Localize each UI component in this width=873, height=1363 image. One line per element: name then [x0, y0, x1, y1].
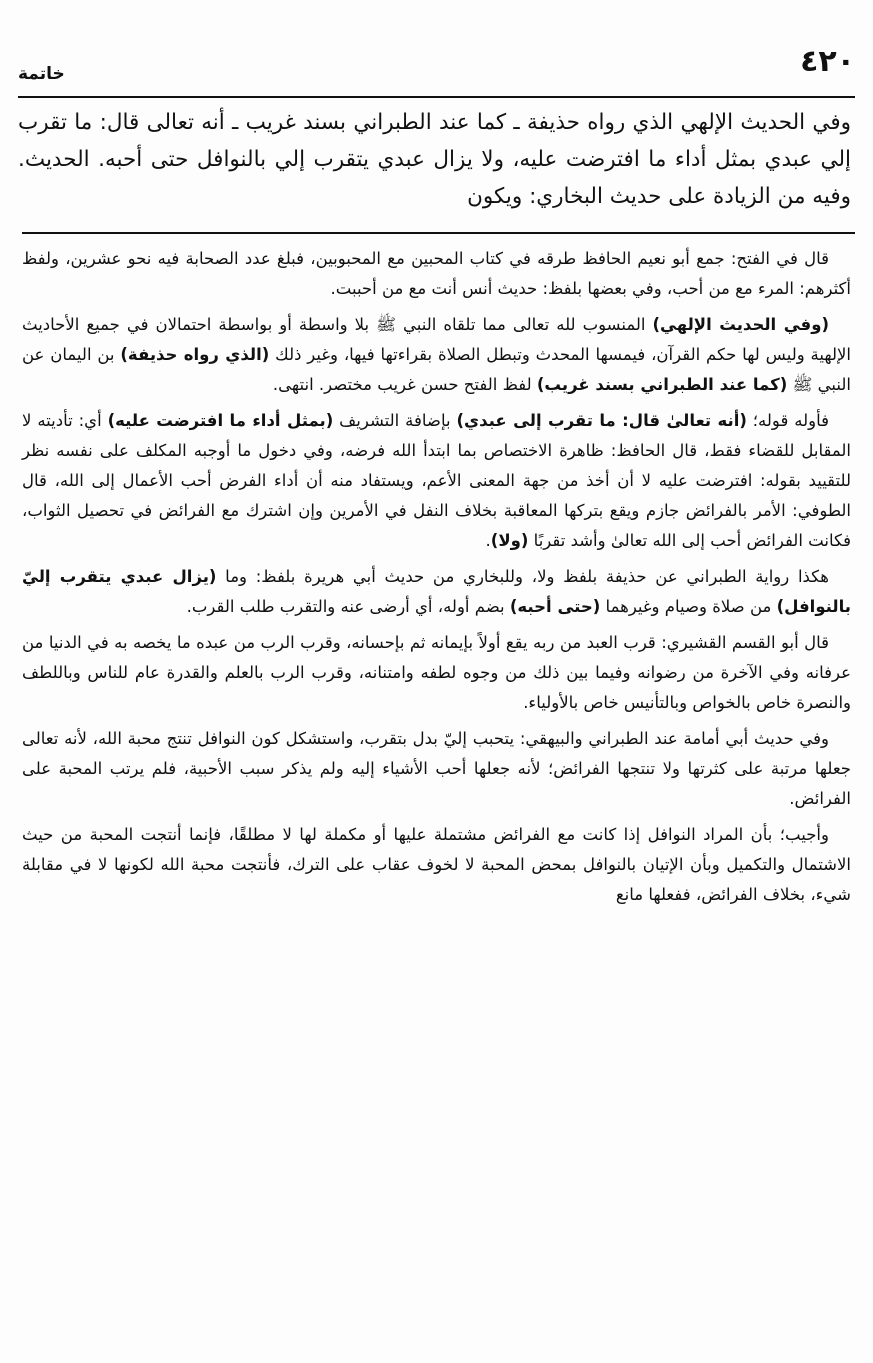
commentary-text: أي: تأديته لا المقابل للقضاء فقط، قال الحافظ: ظاهرة الاختصاص بما ابتدأ الله فرضه، وفي دخول ما أوجبه المكلف على نفسه نظر للتقييد بقوله: افترضت عليه لا أن أخذ من جهة المعنى الأعم، ويستفاد منه أن أداء الفرض أحب الأعمال إلى الله، قال الطوفي: الأمر بالفرائض جازم ويقع بتركها المعاقبة بخلاف النفل في الأمرين وإن اشترك مع الفرائض في تحصيل الثواب، فكانت الفرائض أحب إلى الله تعالىٰ وأشد تقربًا: [22, 411, 851, 550]
commentary-text: من صلاة وصيام وغيرهما: [600, 597, 777, 616]
commentary-paragraph-5: قال أبو القسم القشيري: قرب العبد من ربه يقع أولاً بإيمانه ثم بإحسانه، وقرب الرب من عبده ما يخصه به في الدنيا من عرفانه وفي الآخرة من رضوانه وفيما بين ذلك من وجوه لطفه وامتنانه، وقرب الرب بالعلم والقدرة عام للناس وباللطف والنصرة خاص بالخواص وبالتأنيس خاص بالأولياء.: [22, 633, 851, 712]
commentary-text: .: [485, 531, 491, 550]
commentary-text: بإضافة التشريف: [333, 411, 457, 430]
quoted-phrase: (يزال عبدي يتقرب إليّ بالنوافل): [22, 567, 851, 616]
running-title: خاتمة: [18, 64, 65, 84]
main-text-rule: [22, 232, 855, 234]
commentary-paragraph-2: [22, 310, 851, 400]
quoted-phrase: (حتى أحبه): [509, 597, 601, 616]
commentary-text: بن اليمان عن النبي ﷺ: [22, 345, 851, 394]
commentary-paragraph-1: قال في الفتح: جمع أبو نعيم الحافظ طرقه في كتاب المحبين مع المحبوبين، فبلغ عدد الصحابة فيه نحو عشرين، ولفظ أكثرهم: المرء مع من أحب، وفي بعضها بلفظ: حديث أنس أنت مع من أحببت.: [22, 249, 851, 298]
commentary-text: فأوله قوله؛: [746, 411, 829, 430]
quoted-phrase: (الذي رواه حذيفة): [120, 345, 270, 364]
commentary: [22, 244, 851, 916]
quoted-phrase: (ولا): [490, 531, 529, 550]
page-number: ٤٢٠: [800, 44, 855, 79]
commentary-paragraph-6: وفي حديث أبي أمامة عند الطبراني والبيهقي: يتحبب إليّ بدل بتقرب، واستشكل كون النوافل تنتج محبة الله، لأنه تعالى جعلها مرتبة على كثرتها ولا تنتجها الفرائض؛ لأنه جعلها أحب الأشياء إليه ولم يذكر سبب الأحبية، فلم يرتب المحبة على الفرائض.: [22, 729, 851, 808]
commentary-text: بضم أوله، أي أرضى عنه والتقرب طلب القرب.: [186, 597, 510, 616]
quoted-phrase: (وفي الحديث الإلهي): [652, 315, 829, 334]
header-rule: [18, 96, 855, 98]
quoted-phrase: (بمثل أداء ما افترضت عليه): [107, 411, 334, 430]
page-header: [18, 44, 855, 94]
commentary-paragraph-3: [22, 406, 851, 556]
quoted-phrase: (كما عند الطبراني بسند غريب): [536, 375, 788, 394]
main-text-body: وفي الحديث الإلهي الذي رواه حذيفة ـ كما عند الطبراني بسند غريب ـ أنه تعالى قال: ما تقرب إلي عبدي بمثل أداء ما افترضت عليه، ولا يزال عبدي يتقرب إلي بالنوافل حتى أحبه. الحديث. وفيه من الزيادة على حديث البخاري: ويكون: [18, 110, 851, 209]
commentary-text: هكذا رواية الطبراني عن حذيفة بلفظ ولا، وللبخاري من حديث أبي هريرة بلفظ: وما: [216, 567, 829, 586]
main-text: [18, 104, 851, 215]
commentary-text: المنسوب لله تعالى مما تلقاه النبي ﷺ بلا واسطة أو بواسطة احتمالان في جميع الأحاديث الإلهية وليس لها حكم القرآن، فيمسها المحدث وتبطل الصلاة بقراءتها فيها، وغير ذلك: [22, 315, 851, 364]
commentary-text: لفظ الفتح حسن غريب مختصر. انتهى.: [272, 375, 537, 394]
commentary-paragraph-7: وأجيب؛ بأن المراد النوافل إذا كانت مع الفرائض مشتملة عليها أو مكملة لها لا مطلقًا، فإنما أنتجت المحبة من حيث الاشتمال والتكميل وبأن الإتيان بالنوافل بمحض المحبة لا لخوف عقاب على الترك، فأنتجت محبة الله لكونها لا في مقابلة شيء، بخلاف الفرائض، ففعلها مانع: [22, 825, 851, 904]
quoted-phrase: (أنه تعالىٰ قال: ما تقرب إلى عبدي): [456, 411, 747, 430]
commentary-paragraph-4: [22, 562, 851, 622]
